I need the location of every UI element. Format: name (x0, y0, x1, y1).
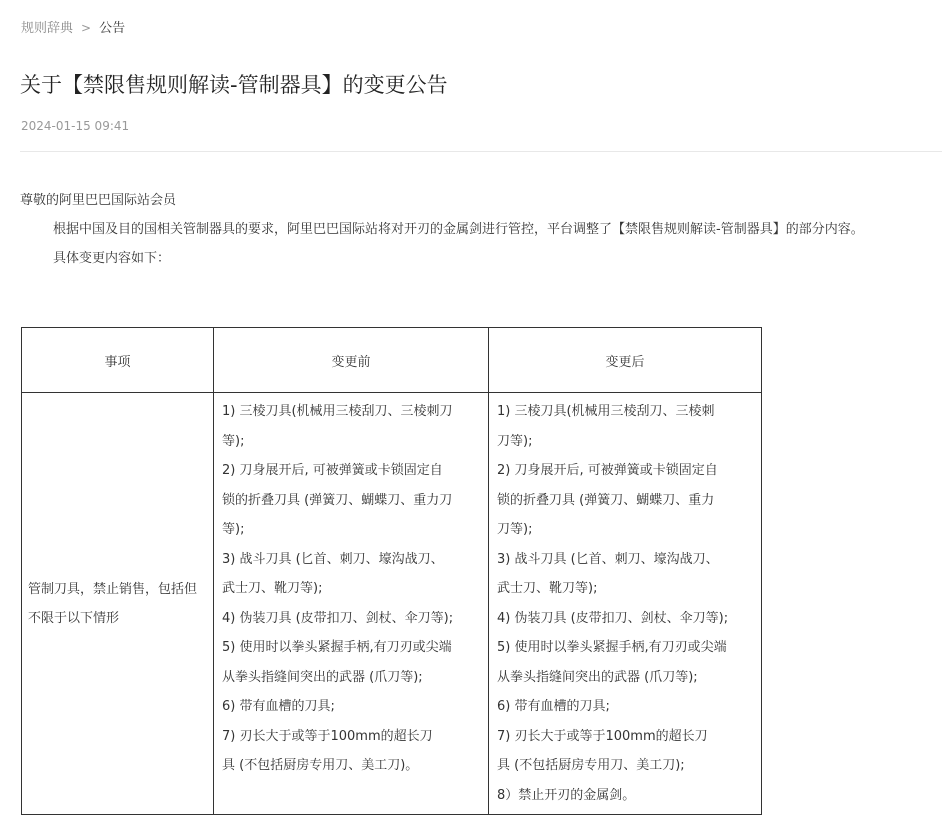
before-line: 6) 带有血槽的刀具; (222, 699, 335, 714)
breadcrumb-link-rules-dictionary[interactable]: 规则辞典 (21, 21, 74, 36)
table-header-row (22, 328, 762, 393)
announcement-body (20, 186, 942, 273)
before-line: 7) 刃长大于或等于100mm的超长刀 (222, 728, 433, 744)
before-line: 锁的折叠刀具 (弹簧刀、蝴蝶刀、重力刀 (222, 492, 453, 508)
after-line: 7) 刃长大于或等于100mm的超长刀 (497, 728, 708, 744)
before-line: 3) 战斗刀具 (匕首、刺刀、壕沟战刀、 (222, 551, 444, 567)
after-line: 6) 带有血槽的刀具; (497, 699, 610, 714)
before-line: 等); (222, 433, 245, 449)
after-line: 8）禁止开刃的金属剑。 (497, 787, 636, 803)
page-title: 关于【禁限售规则解读-管制器具】的变更公告 (20, 73, 448, 97)
after-line: 5) 使用时以拳头紧握手柄,有刀刃或尖端 (497, 640, 727, 655)
greeting-text: 尊敬的阿里巴巴国际站会员 (20, 193, 177, 208)
breadcrumb-separator: > (81, 21, 92, 35)
after-line: 锁的折叠刀具 (弹簧刀、蝴蝶刀、重力 (497, 492, 715, 508)
after-line: 从拳头指缝间突出的武器 (爪刀等); (497, 669, 698, 685)
intro-paragraph: 根据中国及目的国相关管制器具的要求，阿里巴巴国际站将对开刃的金属剑进行管控，平台调整了【禁限售规则解读-管制器具】的部分内容。 (53, 222, 864, 237)
header-item: 事项 (22, 328, 214, 393)
changes-table (21, 327, 762, 815)
breadcrumb (21, 19, 125, 38)
cell-after (489, 393, 762, 815)
publish-date: 2024-01-15 09:41 (21, 119, 130, 133)
cell-item: 管制刀具，禁止销售，包括但不限于以下情形 (22, 393, 214, 815)
before-line: 5) 使用时以拳头紧握手柄,有刀刃或尖端 (222, 640, 452, 655)
before-line: 4) 伪装刀具 (皮带扣刀、剑杖、伞刀等); (222, 610, 454, 626)
after-line: 具 (不包括厨房专用刀、美工刀); (497, 758, 685, 773)
after-line: 2) 刀身展开后, 可被弹簧或卡锁固定自 (497, 463, 718, 478)
header-before: 变更前 (214, 328, 489, 393)
breadcrumb-current: 公告 (99, 21, 126, 36)
cell-before (214, 393, 489, 815)
after-line: 3) 战斗刀具 (匕首、刺刀、壕沟战刀、 (497, 551, 719, 567)
after-line: 1) 三棱刀具(机械用三棱刮刀、三棱刺 (497, 404, 715, 419)
before-line: 武士刀、靴刀等); (222, 581, 323, 596)
after-line: 刀等); (497, 433, 533, 449)
after-line: 刀等); (497, 522, 533, 537)
table-row (22, 393, 762, 815)
before-line: 具 (不包括厨房专用刀、美工刀)。 (222, 758, 419, 773)
before-line: 从拳头指缝间突出的武器 (爪刀等); (222, 669, 423, 685)
before-line: 1) 三棱刀具(机械用三棱刮刀、三棱刺刀 (222, 404, 453, 419)
after-line: 武士刀、靴刀等); (497, 581, 598, 596)
before-line: 2) 刀身展开后, 可被弹簧或卡锁固定自 (222, 463, 443, 478)
header-divider (20, 151, 942, 152)
before-line: 等); (222, 522, 245, 537)
after-line: 4) 伪装刀具 (皮带扣刀、剑杖、伞刀等); (497, 610, 729, 626)
header-after: 变更后 (489, 328, 762, 393)
changes-intro-paragraph: 具体变更内容如下： (53, 251, 171, 266)
